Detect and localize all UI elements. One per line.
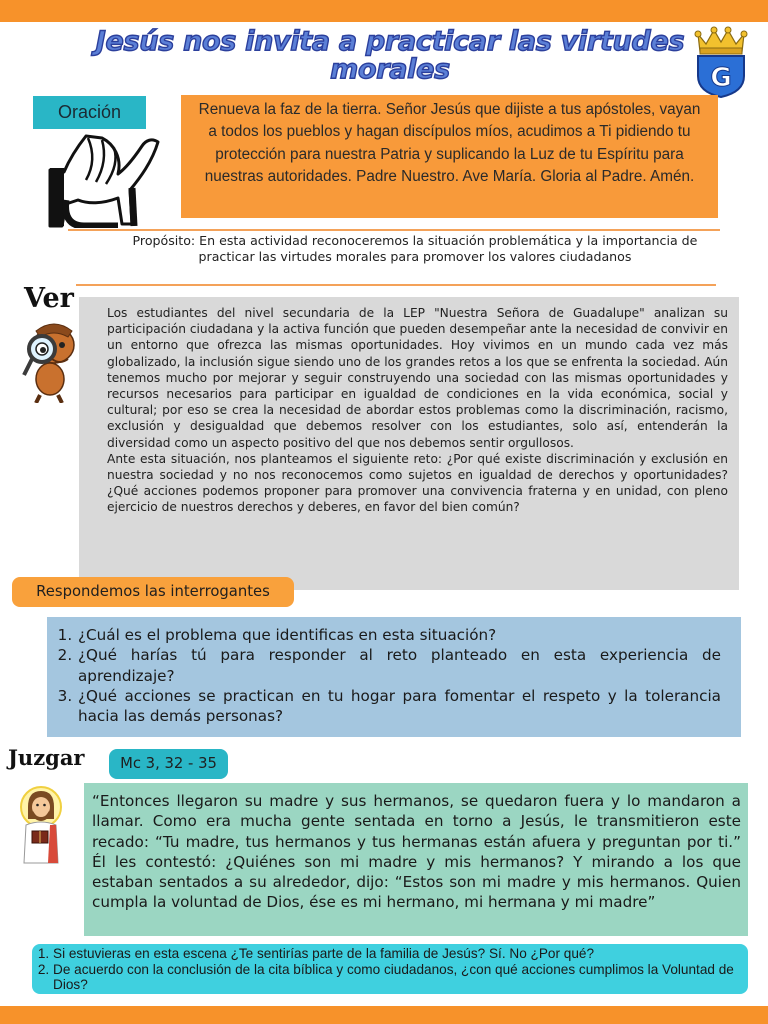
purpose-text: Propósito: En esta actividad reconoceremos la situación problemática y la importancia de practicar las virtudes morales para promover los valores ciudadanos [132, 233, 698, 264]
logo-letter: G [710, 63, 732, 93]
list-item: 2. ¿Qué harías tú para responder al reto planteado en esta experiencia de aprendizaje? [77, 645, 721, 686]
divider-top [68, 229, 720, 231]
oracion-label: Oración [33, 96, 146, 129]
bible-quote-box: “Entonces llegaron su madre y sus hermanos, se quedaron fuera y lo mandaron a llamar. Como era mucha gente sentada en torno a Jesús, le transmitieron este recado: “Tu madre, tus hermanos y tus hermanas están afuera y preguntan por ti.” Él les contestó: ¿Quiénes son mi madre y mis hermanos? Y mirando a los que estaban sentados a su alrededor, dijo: “Estos son mi madre y mis hermanos. Quien cumpla la voluntad de Dios, ése es mi hermano, mi hermana y mi madre” [84, 783, 748, 936]
school-crest-logo [690, 26, 752, 98]
jesus-with-bible-icon [12, 785, 70, 865]
list-item: 1. Si estuvieras en esta escena ¿Te sentirías parte de la familia de Jesús? Sí. No ¿Por qué? [53, 946, 742, 962]
bible-reference-badge: Mc 3, 32 - 35 [109, 749, 228, 779]
list-item: 1. ¿Cuál es el problema que identificas en esta situación? [77, 625, 721, 645]
top-orange-bar [0, 0, 768, 22]
ver-heading: Ver [24, 283, 74, 314]
divider-bottom [76, 284, 716, 286]
ver-questions-box [47, 617, 741, 737]
prayer-text: Renueva la faz de la tierra. Señor Jesús que dijiste a tus apóstoles, vayan a todos los pueblos y hagan discípulos míos, acudimos a Ti pidiendo tu protección para nuestra Patria y suplicando la Luz de tu Espíritu para nuestras autoridades. Padre Nuestro. Ave María. Gloria al Padre. Amén. [181, 95, 718, 218]
respondemos-label: Respondemos las interrogantes [12, 577, 294, 607]
ver-paragraph-1: Los estudiantes del nivel secundaria de la LEP "Nuestra Señora de Guadalupe" analizan su participación ciudadana y la activa función que pueden desempeñar ante la necesidad de convivir en un entorno que ofrezca las mismas oportunidades. Hoy vivimos en un mundo cada vez más globalizado, la inclusión sigue siendo uno de los grandes retos a los que se enfrenta la sociedad. Aún tenemos mucho por mejorar y seguir construyendo una sociedad con las mismas oportunidades y recursos necesarios para participar en igualdad de condiciones en la vida económica, social y cultural; por eso se crea la necesidad de abordar estos problemas como la discriminación, racismo, exclusión y desigualdad que debemos resolver con los estudiantes, solo así, entenderán la diversidad como un aspecto positivo del que nos debemos sentir orgullosos. [107, 306, 728, 450]
detective-magnifier-icon [14, 315, 80, 403]
praying-hands-icon [48, 128, 163, 228]
ver-paragraph-2: Ante esta situación, nos planteamos el siguiente reto: ¿Por qué existe discriminación y exclusión en nuestra sociedad y no nos reconocemos como sujetos en igualdad de derechos y oportunidades? ¿Qué acciones podemos proponer para promover una convivencia fraterna y en unidad, con pleno ejercicio de nuestros derechos y deberes, en favor del bien común? [107, 451, 728, 515]
ver-situation-box [79, 297, 739, 590]
page-title: Jesús nos invita a practicar las virtudes morales [95, 26, 685, 85]
juzgar-heading: Juzgar [8, 745, 85, 770]
list-item: 2. De acuerdo con la conclusión de la cita bíblica y como ciudadanos, ¿con qué acciones cumplimos la Voluntad de Dios? [53, 962, 742, 993]
list-item: 3. ¿Qué acciones se practican en tu hogar para fomentar el respeto y la tolerancia hacia las demás personas? [77, 686, 721, 727]
bottom-orange-bar [0, 1006, 768, 1024]
juzgar-questions-box [32, 944, 748, 994]
